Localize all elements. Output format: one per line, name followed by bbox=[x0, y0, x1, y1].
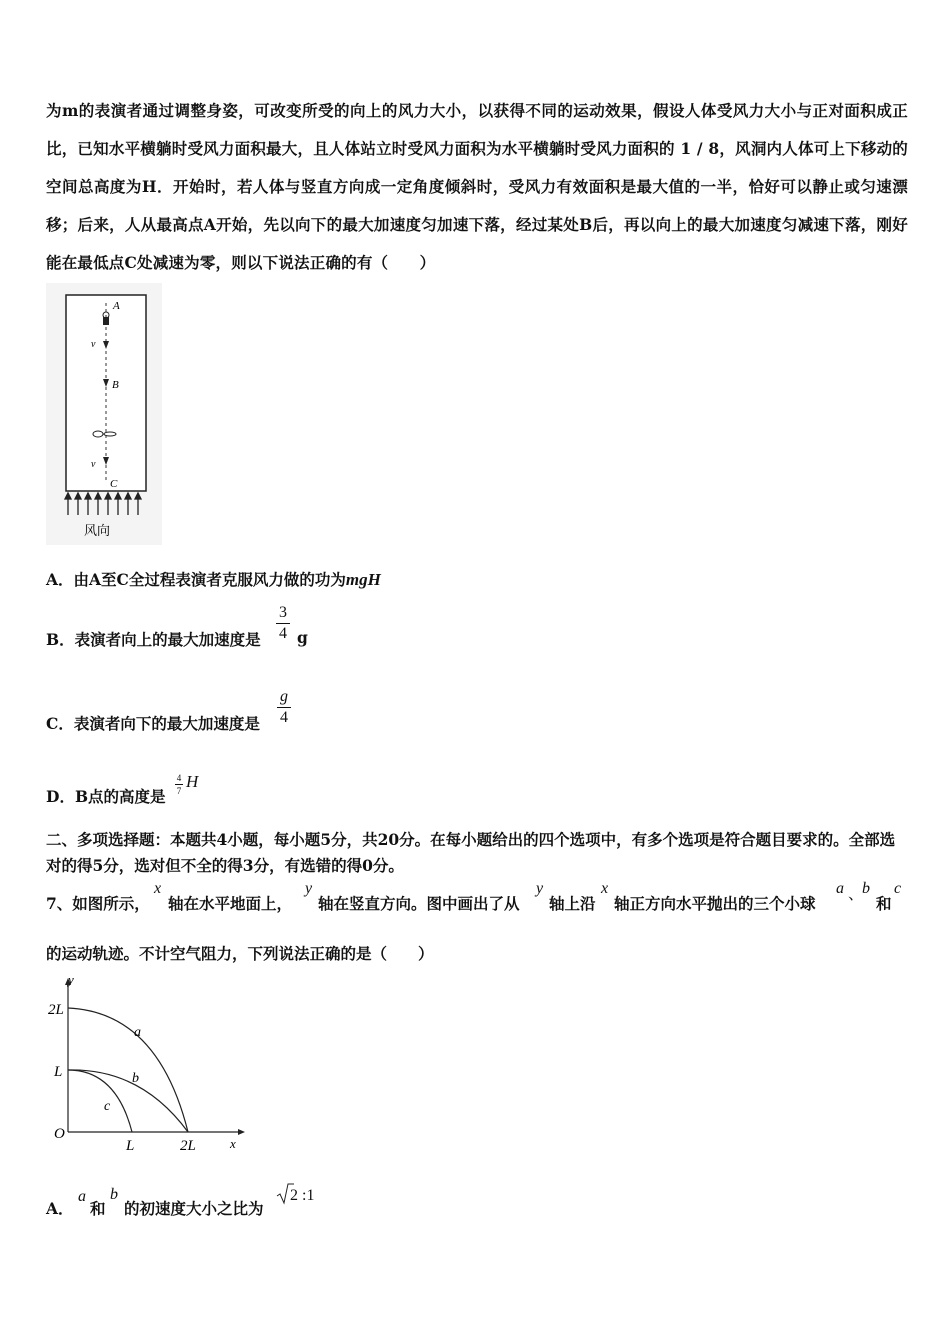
option-a bbox=[46, 568, 381, 590]
option-b-denominator: 4 bbox=[279, 625, 287, 642]
section-2-instructions: 二、多项选择题：本题共4小题，每小题5分，共20分。在每小题给出的四个选项中，有多个选项是符合题目要求的。全部选对的得5分，选对但不全的得3分，有选错的得0分。 bbox=[46, 830, 896, 875]
problem-7-text-3: 轴上沿 bbox=[549, 894, 596, 913]
option-b-numerator: 3 bbox=[279, 604, 287, 621]
fig-label-v-top: v bbox=[91, 339, 96, 350]
option-d-fraction bbox=[175, 773, 183, 796]
option-d-text: D．B点的高度是 bbox=[46, 787, 166, 806]
option-c-denominator: 4 bbox=[280, 709, 288, 726]
option-d bbox=[46, 785, 166, 807]
problem-7-and: 和 bbox=[876, 894, 892, 913]
problem-7-y-axis-2: y bbox=[536, 880, 544, 897]
option-c bbox=[46, 712, 260, 734]
problem-7-x-axis-1: x bbox=[154, 880, 162, 897]
problem-7-option-a-var-b: b bbox=[110, 1186, 118, 1203]
fig-label-c: C bbox=[110, 478, 118, 490]
problem-6-text: 为m的表演者通过调整身姿，可改变所受的向上的风力大小，以获得不同的运动效果，假设人体受风力大小与正对面积成正比，已知水平横躺时受风力面积最大，且人体站立时受风力面积为水平横躺时受风力面积的 1 / 8，风洞内人体可上下移动的空间总高度为H．开始时，若人体与竖直方向成一定角度倾斜时，受风力有效面积是最大值的一半，恰好可以静止或匀速漂移；后来，人从最高点A开始，先以向下的最大加速度匀加速下落，经过某处B后，再以向上的最大加速度匀减速下落，刚好能在最低点C处减速为零，则以下说法正确的有（ ） bbox=[46, 101, 908, 272]
option-d-numerator: 4 bbox=[176, 773, 182, 783]
problem-7-x-axis-2: x bbox=[601, 880, 609, 897]
option-a-text: A．由A至C全过程表演者克服风力做的功为 bbox=[46, 570, 346, 589]
problem-7-ball-b: b bbox=[862, 880, 870, 897]
graph-tick-y-l: L bbox=[54, 1064, 63, 1080]
option-b-text: B．表演者向上的最大加速度是 bbox=[46, 630, 261, 649]
problem-7-option-a-ratio: :1 bbox=[302, 1187, 315, 1204]
problem-7-text-2: 轴在竖直方向。图中画出了从 bbox=[318, 894, 520, 913]
graph-curve-c-label: c bbox=[104, 1099, 111, 1114]
option-c-text: C．表演者向下的最大加速度是 bbox=[46, 714, 260, 733]
graph-tick-x-l: L bbox=[126, 1138, 135, 1154]
graph-tick-y-2l: 2L bbox=[48, 1002, 64, 1018]
problem-7-prefix: 7、如图所示， bbox=[46, 894, 150, 913]
problem-7-option-a-label: A． bbox=[46, 1199, 74, 1218]
problem-7-text-4: 轴正方向水平抛出的三个小球 bbox=[614, 894, 816, 913]
problem-7-ball-a: a bbox=[836, 880, 844, 897]
problem-7-separator: 、 bbox=[848, 885, 864, 903]
problem-7-option-a-text: 的初速度大小之比为 bbox=[124, 1199, 264, 1218]
curve-b bbox=[68, 1070, 188, 1132]
problem-7-option-a-var-a: a bbox=[78, 1188, 86, 1205]
problem-7-option-a-sqrt-arg: 2 bbox=[290, 1187, 298, 1204]
option-b-unit: g bbox=[297, 628, 308, 647]
problem-7-ball-c: c bbox=[894, 880, 902, 897]
fig-label-a: A bbox=[113, 300, 120, 312]
option-c-fraction bbox=[277, 688, 291, 727]
fig-label-b: B bbox=[112, 379, 119, 391]
option-d-variable: H bbox=[186, 772, 199, 791]
wind-tunnel-figure bbox=[46, 283, 162, 549]
fig-label-v-bottom: v bbox=[91, 459, 96, 470]
option-a-math: mgH bbox=[345, 570, 381, 589]
graph-curve-a-label: a bbox=[134, 1025, 141, 1040]
graph-curve-b-label: b bbox=[132, 1071, 139, 1086]
problem-7-option-a-and: 和 bbox=[90, 1199, 106, 1218]
fig-wind-label: 风向 bbox=[84, 524, 111, 539]
graph-origin: O bbox=[54, 1126, 65, 1142]
option-c-numerator: g bbox=[280, 688, 288, 705]
option-b-fraction bbox=[276, 604, 290, 643]
problem-7-y-axis-1: y bbox=[305, 880, 313, 897]
trajectory-graph bbox=[46, 970, 246, 1158]
problem-7-text-1: 轴在水平地面上， bbox=[168, 894, 293, 913]
graph-x-label: x bbox=[230, 1136, 236, 1151]
option-d-denominator: 7 bbox=[176, 786, 182, 796]
problem-7-line-2: 的运动轨迹。不计空气阻力，下列说法正确的是（ ） bbox=[46, 944, 434, 963]
graph-tick-x-2l: 2L bbox=[180, 1138, 196, 1154]
graph-y-label: y bbox=[68, 972, 74, 987]
option-b bbox=[46, 628, 261, 650]
